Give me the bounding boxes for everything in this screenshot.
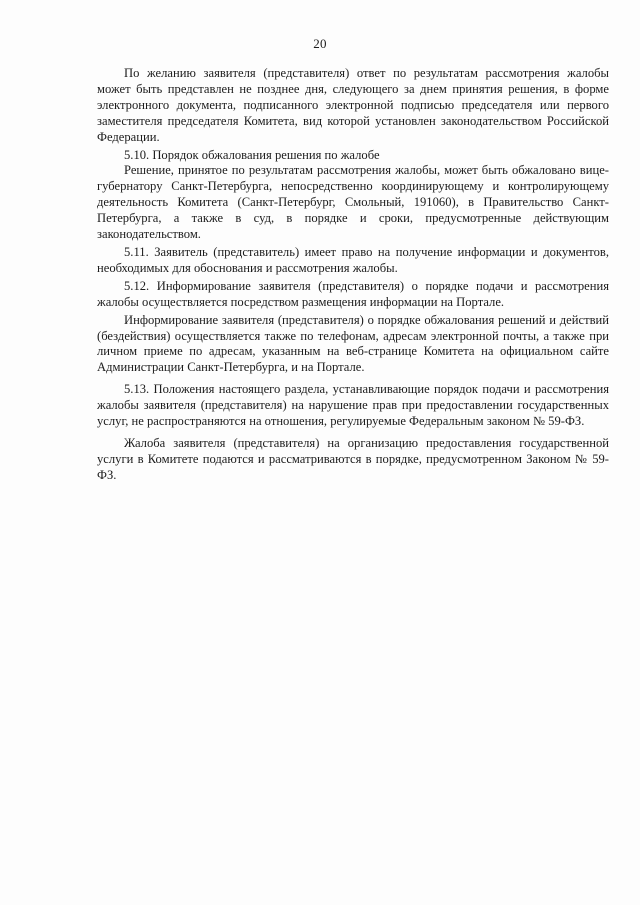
- document-body: [97, 66, 609, 484]
- paragraph-complaint-organization: Жалоба заявителя (представителя) на организацию предоставления государственной услуги в Комитете подаются и рассматриваются в порядке, предусмотренном Законом № 59-ФЗ.: [97, 435, 609, 482]
- paragraph-5-11: 5.11. Заявитель (представитель) имеет право на получение информации и документов, необходимых для обоснования и рассмотрения жалобы.: [97, 244, 609, 275]
- page-number: 20: [313, 36, 327, 51]
- paragraph-informing: Информирование заявителя (представителя) о порядке обжалования решений и действий (бездействия) осуществляется также по телефонам, адресам электронной почты, а также при личном приеме по адресам, указанным на веб-странице Комитета на официальном сайте Администрации Санкт-Петербурга, и на Портале.: [97, 312, 609, 375]
- paragraph-5-12: 5.12. Информирование заявителя (представителя) о порядке подачи и рассмотрения жалобы осуществляется посредством размещения информации на Портале.: [97, 278, 609, 309]
- paragraph-5-13: 5.13. Положения настоящего раздела, устанавливающие порядок подачи и рассмотрения жалобы заявителя (представителя) на нарушение прав при предоставлении государственных услуг, не распространяются на отношения, регулируемые Федеральным законом № 59-ФЗ.: [97, 382, 609, 429]
- paragraph-response-format: По желанию заявителя (представителя) ответ по результатам рассмотрения жалобы может быть представлен не позднее дня, следующего за днем принятия решения, в форме электронного документа, подписанного электронной подписью председателя или первого заместителя председателя Комитета, вид которой установлен законодательством Российской Федерации.: [97, 66, 609, 144]
- section-heading-5-10: 5.10. Порядок обжалования решения по жалобе: [124, 147, 380, 162]
- paragraph-appeal-procedure: Решение, принятое по результатам рассмотрения жалобы, может быть обжаловано вице-губернатору Санкт-Петербурга, непосредственно координирующему и контролирующему деятельность Комитета (Санкт-Петербург, Смольный, 191060), в Правительство Санкт-Петербурга, а также в суд, в порядке и сроки, предусмотренные действующим законодательством.: [97, 163, 609, 242]
